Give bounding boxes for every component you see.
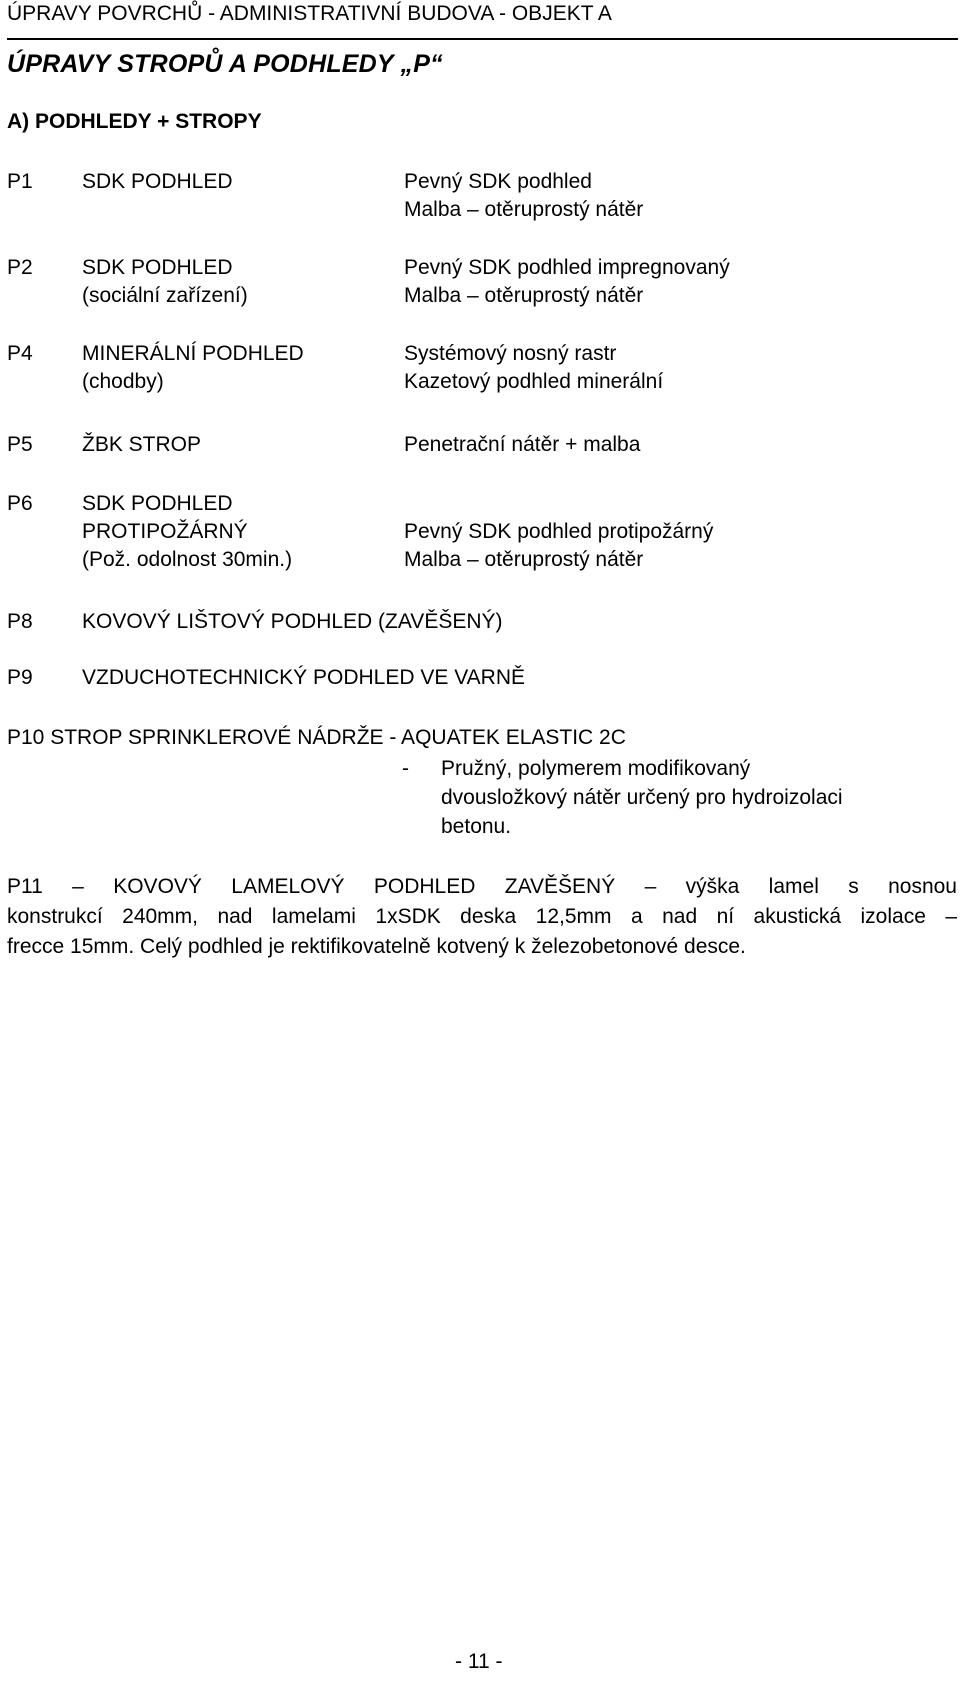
item-code-p4: P4 bbox=[7, 342, 33, 365]
item-p11-line-3: frecce 15mm. Celý podhled je rektifikovatelně kotvený k železobetonové desce. bbox=[7, 935, 746, 958]
item-code-p2: P2 bbox=[7, 256, 33, 279]
item-p11-line-2: konstrukcí 240mm, nad lamelami 1xSDK deska 12,5mm a nad ní akustická izolace – bbox=[7, 905, 957, 928]
bullet-dash: - bbox=[402, 757, 409, 780]
item-desc-p2-1: Pevný SDK podhled impregnovaný bbox=[404, 256, 730, 279]
item-desc-p2-2: Malba – otěruprostý nátěr bbox=[404, 284, 644, 307]
item-name-p2-1: SDK PODHLED bbox=[82, 256, 233, 279]
item-desc-p1-1: Pevný SDK podhled bbox=[404, 170, 592, 193]
item-p11-paragraph bbox=[7, 872, 957, 962]
item-desc-p1-2: Malba – otěruprostý nátěr bbox=[404, 198, 644, 221]
item-name-p6-3: (Pož. odolnost 30min.) bbox=[82, 548, 293, 571]
item-name-p4-1: MINERÁLNÍ PODHLED bbox=[82, 342, 304, 365]
item-p10-line-1: Pružný, polymerem modifikovaný bbox=[441, 757, 751, 780]
item-code-p1: P1 bbox=[7, 170, 33, 193]
item-p11-line-1: P11 – KOVOVÝ LAMELOVÝ PODHLED ZAVĚŠENÝ – výška lamel s nosnou bbox=[7, 875, 957, 898]
item-p10-line-2: dvousložkový nátěr určený pro hydroizolaci bbox=[441, 786, 843, 809]
item-name-p1: SDK PODHLED bbox=[82, 170, 233, 193]
item-name-p2-2: (sociální zařízení) bbox=[82, 284, 248, 307]
item-desc-p6-2: Malba – otěruprostý nátěr bbox=[404, 548, 644, 571]
item-name-p9: VZDUCHOTECHNICKÝ PODHLED VE VARNĚ bbox=[82, 666, 526, 689]
page-number: - 11 - bbox=[455, 1650, 503, 1673]
page-title: ÚPRAVY STROPŮ A PODHLEDY „P“ bbox=[7, 50, 443, 78]
item-p10-line-3: betonu. bbox=[441, 815, 512, 838]
item-name-p8: KOVOVÝ LIŠTOVÝ PODHLED (ZAVĚŠENÝ) bbox=[82, 610, 503, 633]
item-desc-p6-1: Pevný SDK podhled protipožárný bbox=[404, 520, 714, 543]
item-desc-p5: Penetrační nátěr + malba bbox=[404, 433, 641, 456]
item-code-p8: P8 bbox=[7, 610, 33, 633]
running-header: ÚPRAVY POVRCHŮ - ADMINISTRATIVNÍ BUDOVA - OBJEKT A bbox=[7, 2, 958, 40]
section-heading: A) PODHLEDY + STROPY bbox=[7, 110, 262, 133]
item-code-p6: P6 bbox=[7, 492, 33, 515]
item-desc-p4-2: Kazetový podhled minerální bbox=[404, 370, 664, 393]
item-desc-p4-1: Systémový nosný rastr bbox=[404, 342, 617, 365]
item-name-p5: ŽBK STROP bbox=[82, 433, 202, 456]
item-code-p9: P9 bbox=[7, 666, 33, 689]
item-name-p6-2: PROTIPOŽÁRNÝ bbox=[82, 520, 248, 543]
item-code-p5: P5 bbox=[7, 433, 33, 456]
item-name-p6-1: SDK PODHLED bbox=[82, 492, 233, 515]
item-p10-title: P10 STROP SPRINKLEROVÉ NÁDRŽE - AQUATEK ELASTIC 2C bbox=[7, 726, 626, 749]
item-name-p4-2: (chodby) bbox=[82, 370, 164, 393]
